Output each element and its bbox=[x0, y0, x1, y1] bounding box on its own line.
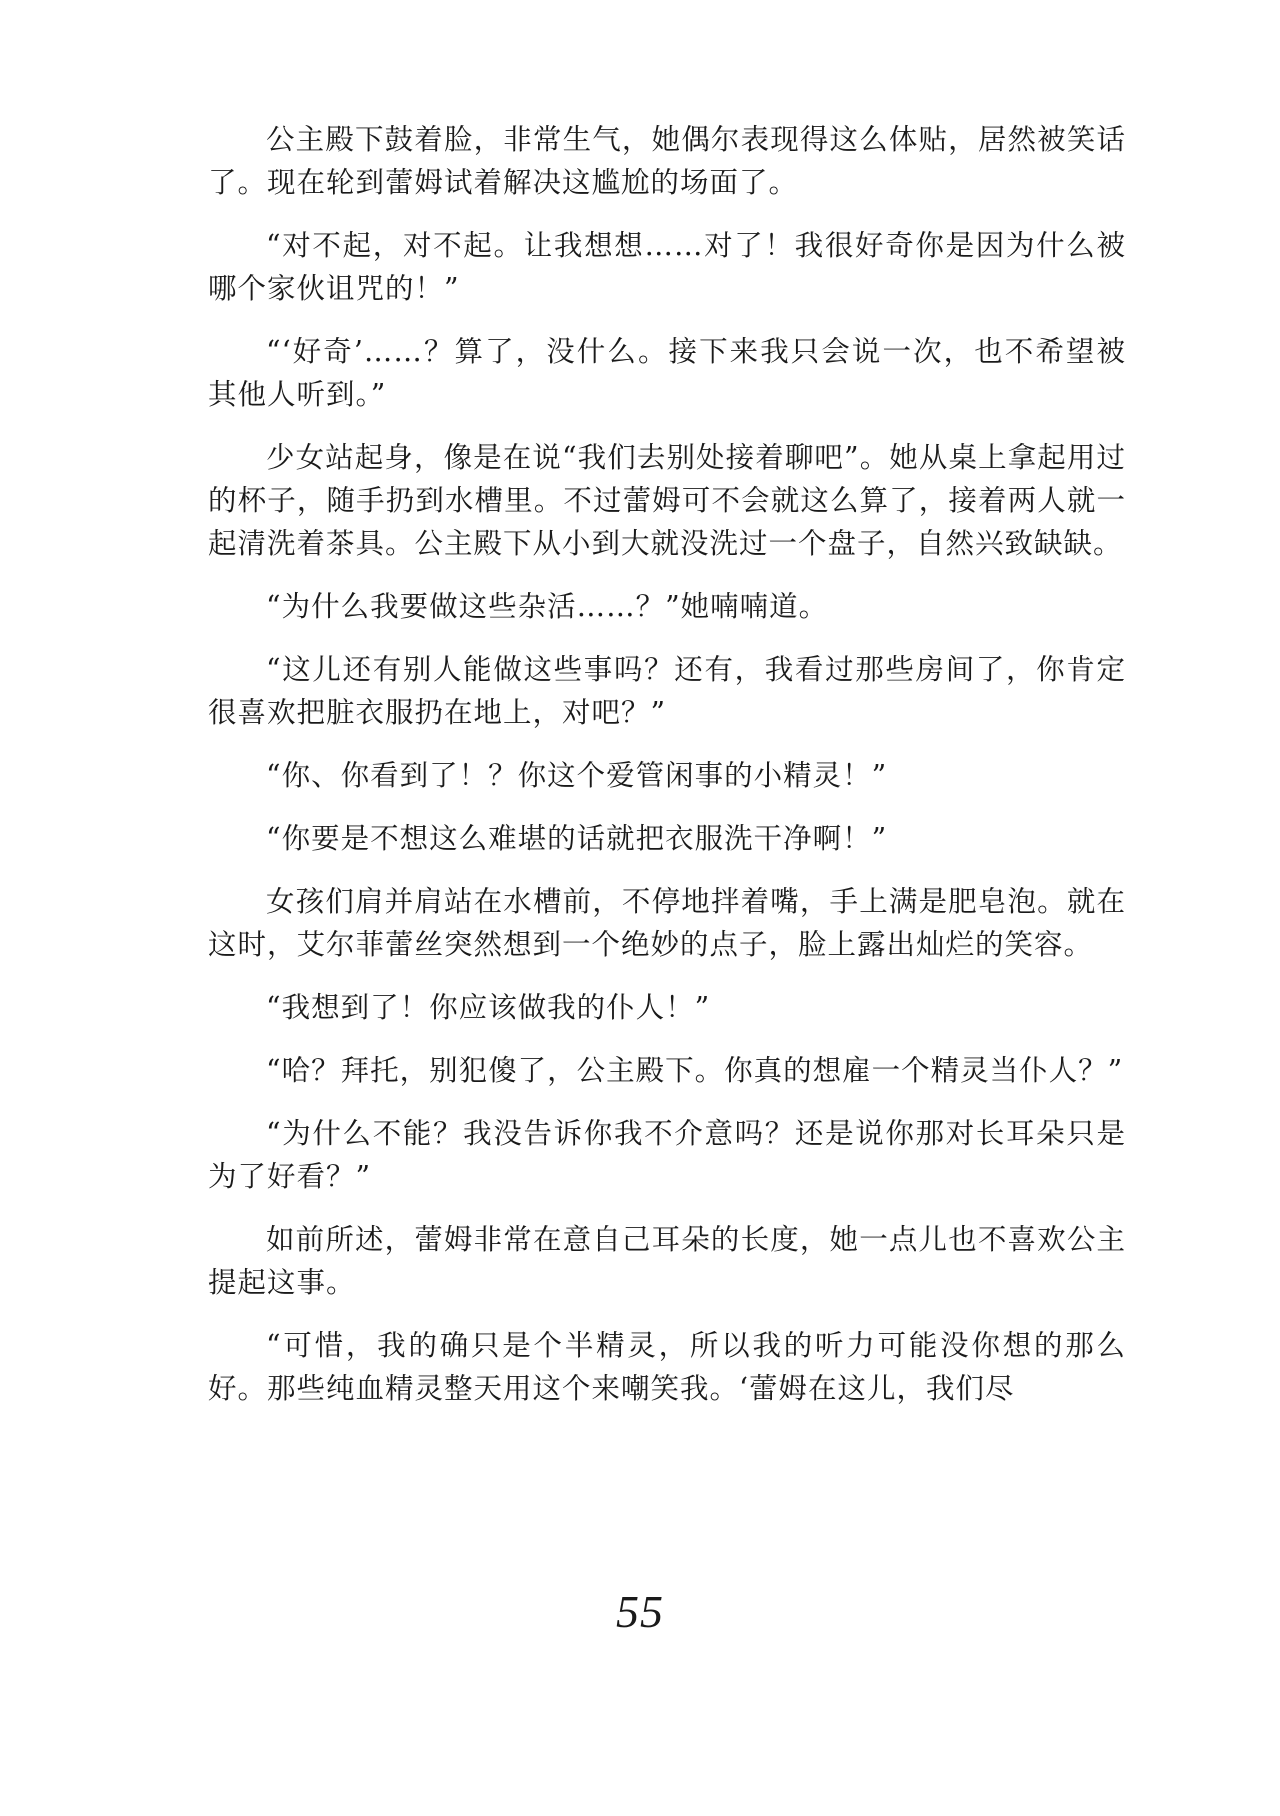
paragraph-7: “你、你看到了！？你这个爱管闲事的小精灵！” bbox=[266, 759, 888, 792]
paragraph-8: “你要是不想这么难堪的话就把衣服洗干净啊！” bbox=[266, 822, 888, 855]
paragraph-5: “为什么我要做这些杂活……？”她喃喃道。 bbox=[266, 590, 829, 623]
paragraph-13: 如前所述，蕾姆非常在意自己耳朵的长度，她一点儿也不喜欢公主提起这事。 bbox=[208, 1223, 1126, 1299]
page-number: 55 bbox=[616, 1586, 664, 1637]
paragraph-1: 公主殿下鼓着脸，非常生气，她偶尔表现得这么体贴，居然被笑话了。现在轮到蕾姆试着解决这尴尬的场面了。 bbox=[208, 123, 1126, 199]
paragraph-9: 女孩们肩并肩站在水槽前，不停地拌着嘴，手上满是肥皂泡。就在这时，艾尔菲蕾丝突然想到一个绝妙的点子，脸上露出灿烂的笑容。 bbox=[208, 885, 1126, 961]
paragraph-11: “哈？拜托，别犯傻了，公主殿下。你真的想雇一个精灵当仆人？” bbox=[266, 1054, 1124, 1087]
paragraph-4: 少女站起身，像是在说“我们去别处接着聊吧”。她从桌上拿起用过的杯子，随手扔到水槽里。不过蕾姆可不会就这么算了，接着两人就一起清洗着茶具。公主殿下从小到大就没洗过一个盘子，自然兴致缺缺。 bbox=[208, 441, 1126, 560]
body-text bbox=[208, 118, 1126, 1430]
paragraph-2: “对不起，对不起。让我想想……对了！我很好奇你是因为什么被哪个家伙诅咒的！” bbox=[208, 229, 1126, 305]
paragraph-3: “‘好奇’……？算了，没什么。接下来我只会说一次，也不希望被其他人听到。” bbox=[208, 335, 1126, 411]
paragraph-12: “为什么不能？我没告诉你我不介意吗？还是说你那对长耳朵只是为了好看？” bbox=[208, 1117, 1126, 1193]
paragraph-14: “可惜，我的确只是个半精灵，所以我的听力可能没你想的那么好。那些纯血精灵整天用这个来嘲笑我。‘蕾姆在这儿，我们尽 bbox=[208, 1329, 1126, 1405]
paragraph-10: “我想到了！你应该做我的仆人！” bbox=[266, 991, 711, 1024]
paragraph-6: “这儿还有别人能做这些事吗？还有，我看过那些房间了，你肯定很喜欢把脏衣服扔在地上，对吧？” bbox=[208, 653, 1126, 729]
